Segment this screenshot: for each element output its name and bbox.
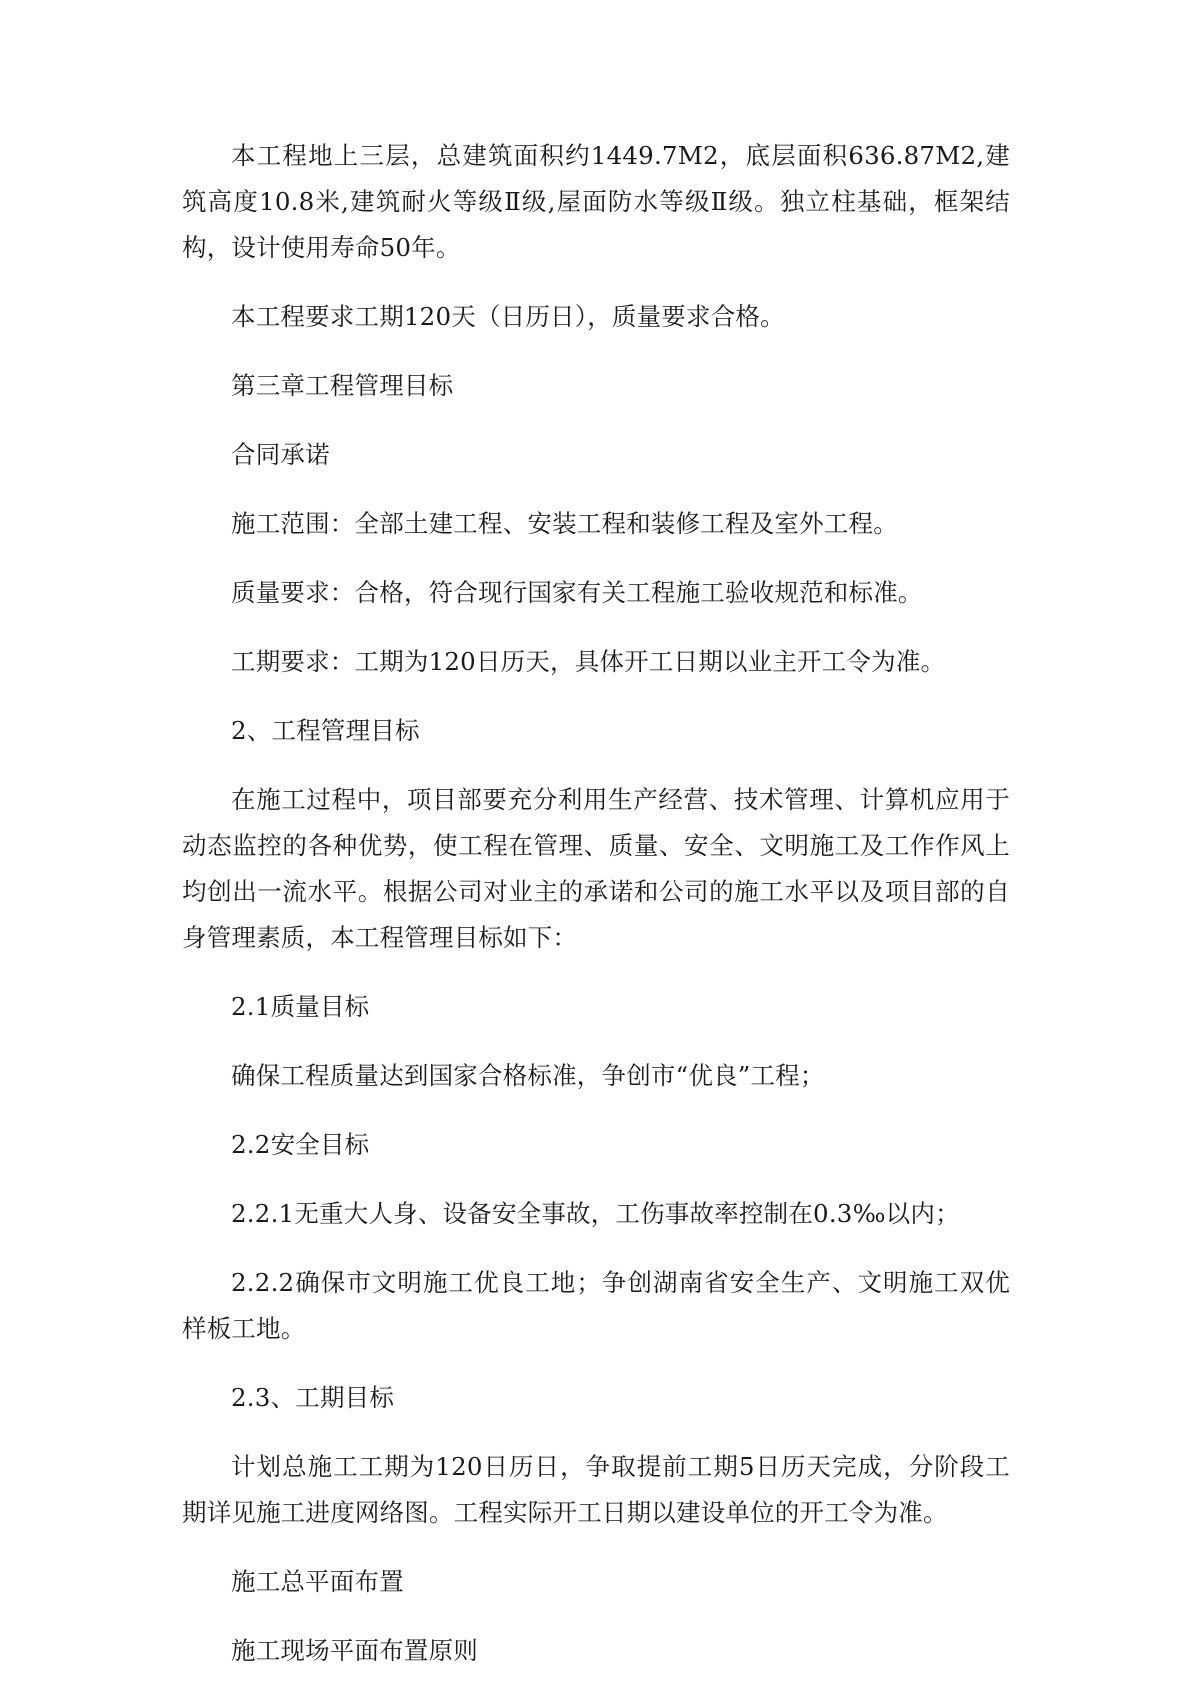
paragraph-management-intro: 在施工过程中，项目部要充分利用生产经营、技术管理、计算机应用于动态监控的各种优势，使工程在管理、质量、安全、文明施工及工作作风上均创出一流水平。根据公司对业主的承诺和公司的施工水平以及项目部的自身管理素质，本工程管理目标如下： [182, 785, 1010, 952]
section-heading-layout-principles: 施工现场平面布置原则 [231, 1636, 478, 1665]
paragraph-safety-goal-2: 2.2.2确保市文明施工优良工地；争创湖南省安全生产、文明施工双优样板工地。 [182, 1268, 1010, 1343]
subsection-heading-safety: 2.2安全目标 [231, 1130, 370, 1159]
section-heading-contract: 合同承诺 [231, 440, 330, 469]
paragraph-quality-goal: 确保工程质量达到国家合格标准，争创市“优良”工程； [231, 1061, 825, 1090]
paragraph-period-requirement: 工期要求：工期为120日历天，具体开工日期以业主开工令为准。 [231, 647, 946, 676]
paragraph-quality-requirement: 质量要求：合格，符合现行国家有关工程施工验收规范和标准。 [231, 578, 923, 607]
paragraph-safety-goal-1: 2.2.1无重大人身、设备安全事故，工伤事故率控制在0.3‰以内； [231, 1199, 960, 1228]
document-body [182, 133, 1010, 1697]
paragraph-project-overview: 本工程地上三层，总建筑面积约1449.7M2，底层面积636.87M2,建筑高度10.8米,建筑耐火等级Ⅱ级,屋面防水等级Ⅱ级。独立柱基础，框架结构，设计使用寿命50年。 [182, 141, 1010, 262]
chapter-heading: 第三章工程管理目标 [231, 371, 454, 400]
paragraph-scope: 施工范围：全部土建工程、安装工程和装修工程及室外工程。 [231, 509, 898, 538]
section-heading-site-layout: 施工总平面布置 [231, 1567, 404, 1596]
subsection-heading-period: 2.3、工期目标 [231, 1383, 395, 1412]
section-heading-management-goals: 2、工程管理目标 [231, 716, 420, 745]
paragraph-schedule-quality: 本工程要求工期120天（日历日），质量要求合格。 [231, 302, 785, 331]
subsection-heading-quality: 2.1质量目标 [231, 992, 370, 1021]
paragraph-period-goal: 计划总施工工期为120日历日，争取提前工期5日历天完成，分阶段工期详见施工进度网络图。工程实际开工日期以建设单位的开工令为准。 [182, 1452, 1010, 1527]
